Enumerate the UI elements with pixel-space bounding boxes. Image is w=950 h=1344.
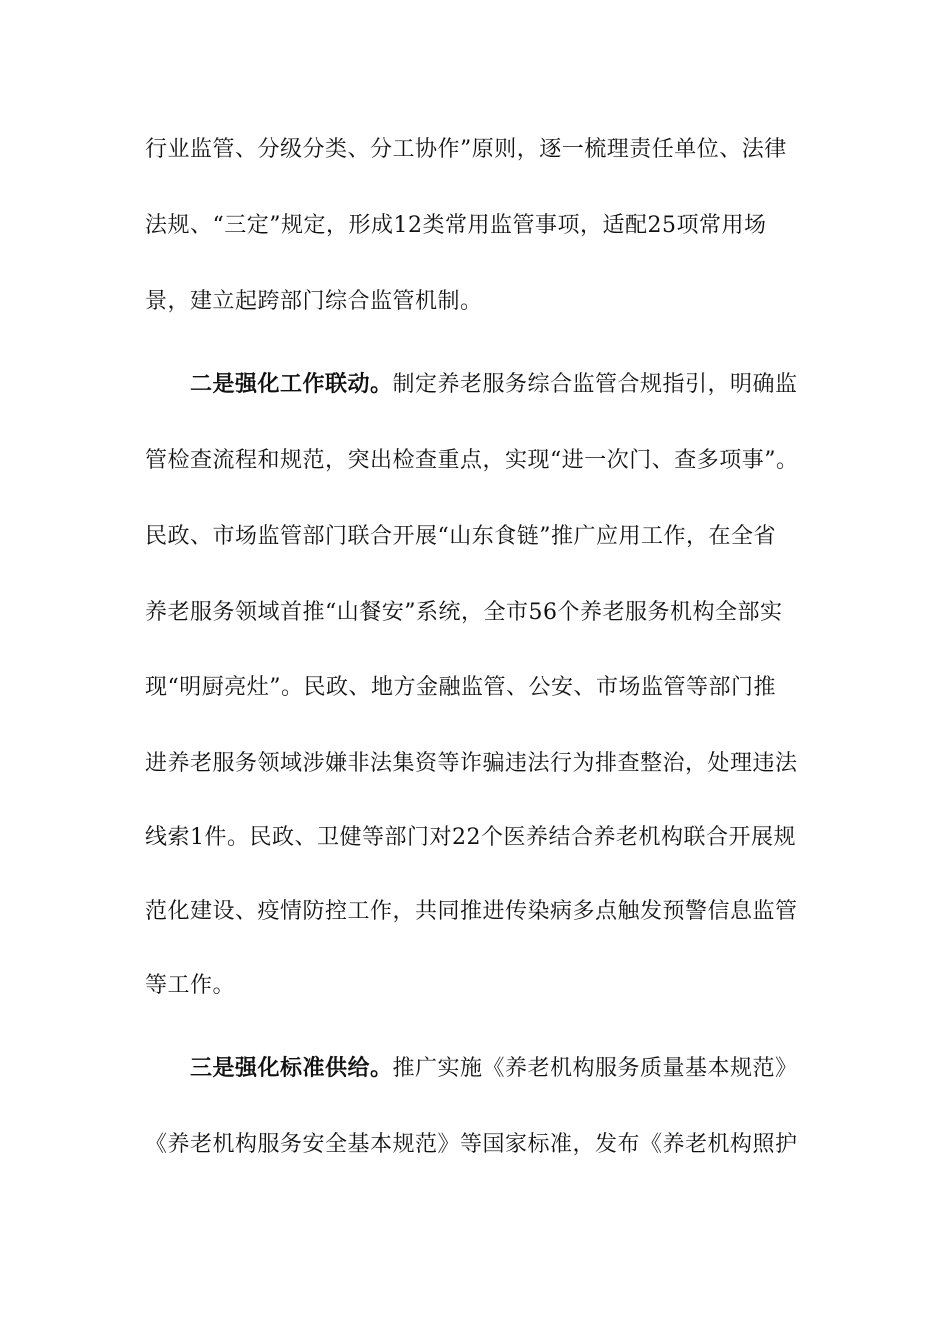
text-line: 行业监管、分级分类、分工协作”原则，逐一梳理责任单位、法律 bbox=[145, 137, 787, 162]
paragraph-3-first-line bbox=[190, 1051, 850, 1087]
text-line: 民政、市场监管部门联合开展“山东食链”推广应用工作，在全省 bbox=[145, 524, 776, 549]
text-line: 现“明厨亮灶”。民政、地方金融监管、公安、市场监管等部门推 bbox=[145, 675, 776, 700]
text-span: 制定养老服务综合监管合规指引，明确监 bbox=[392, 372, 798, 397]
paragraph-heading: 二是强化工作联动。 bbox=[190, 372, 393, 397]
text-line: 养老服务领域首推“山餐安”系统，全市56个养老服务机构全部实 bbox=[145, 600, 783, 625]
text-line: 景，建立起跨部门综合监管机制。 bbox=[145, 289, 483, 314]
text-line: 范化建设、疫情防控工作，共同推进传染病多点触发预警信息监管 bbox=[145, 899, 798, 924]
text-line: 进养老服务领域涉嫌非法集资等诈骗违法行为排查整治，处理违法 bbox=[145, 751, 798, 776]
paragraph-heading: 三是强化标准供给。 bbox=[190, 1056, 393, 1081]
text-line: 管检查流程和规范，突出检查重点，实现“进一次门、查多项事”。 bbox=[145, 448, 799, 473]
paragraph-2-first-line bbox=[190, 367, 850, 403]
text-line: 等工作。 bbox=[145, 973, 236, 998]
text-line: 法规、“三定”规定，形成12类常用监管事项，适配25项常用场 bbox=[145, 213, 767, 238]
text-line: 线索1件。民政、卫健等部门对22个医养结合养老机构联合开展规 bbox=[145, 825, 796, 850]
text-span: 推广实施《养老机构服务质量基本规范》 bbox=[392, 1056, 798, 1081]
text-line: 《养老机构服务安全基本规范》等国家标准，发布《养老机构照护 bbox=[145, 1132, 798, 1157]
